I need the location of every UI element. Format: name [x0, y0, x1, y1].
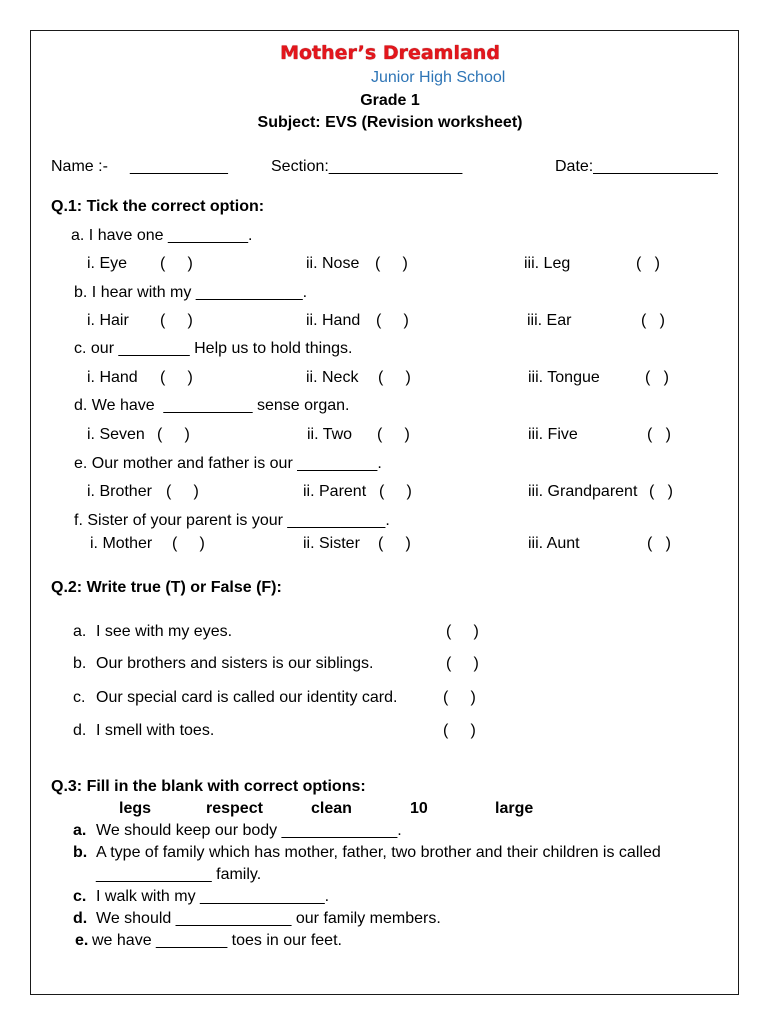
item-label: a. [73, 822, 87, 839]
item-text: I have one _________. [88, 227, 253, 244]
answer-box: ( ) [443, 722, 476, 739]
answer-box: ( ) [446, 655, 479, 672]
item-label: c. [73, 689, 86, 706]
answer-box: ( ) [446, 623, 479, 640]
q1-a-option-iii: iii. Leg [524, 255, 571, 272]
q1-c-option-ii: ii. Neck [306, 369, 359, 386]
q1-item-c-stem [74, 339, 352, 359]
q1-item-e-stem [74, 454, 382, 474]
word-bank-item: respect [206, 800, 263, 817]
answer-box: ( ) [377, 426, 410, 443]
question-2-heading: Q.2: Write true (T) or False (F): [51, 579, 282, 596]
item-label: e. [75, 932, 89, 949]
item-label: c. [74, 340, 87, 357]
item-text: Sister of your parent is your ___________. [87, 512, 390, 529]
q1-item-a-stem [71, 226, 253, 246]
q1-item-d-stem [74, 396, 349, 416]
q3-item-d-text: We should _____________ our family members. [96, 910, 441, 927]
grade-heading: Grade 1 [360, 92, 420, 109]
question-1-heading: Q.1: Tick the correct option: [51, 198, 265, 215]
q1-f-option-i: i. Mother [90, 535, 153, 552]
item-label: a. [73, 623, 87, 640]
item-text: our ________ Help us to hold things. [90, 340, 353, 357]
q1-f-option-ii: ii. Sister [303, 535, 360, 552]
q1-b-option-i: i. Hair [87, 312, 129, 329]
answer-box: ( ) [172, 535, 205, 552]
answer-box: ( ) [636, 255, 660, 272]
q3-item-e-text: we have ________ toes in our feet. [92, 932, 342, 949]
q1-f-option-iii: iii. Aunt [528, 535, 580, 552]
q1-item-b-stem [74, 283, 307, 303]
item-label: b. [74, 284, 88, 301]
answer-box: ( ) [166, 483, 199, 500]
section-field [271, 157, 462, 177]
q1-c-option-i: i. Hand [87, 369, 138, 386]
answer-box: ( ) [376, 312, 409, 329]
section-blank: _______________ [328, 158, 463, 175]
q1-item-f-stem [74, 511, 390, 531]
answer-box: ( ) [647, 426, 671, 443]
item-label: c. [73, 888, 87, 905]
answer-box: ( ) [378, 369, 411, 386]
item-label: b. [73, 655, 87, 672]
word-bank-item: legs [119, 800, 152, 817]
q2-item-b-text: Our brothers and sisters is our siblings. [96, 655, 374, 672]
item-text: We have __________ sense organ. [91, 397, 350, 414]
item-label: d. [73, 910, 88, 927]
school-subtitle: Junior High School [371, 69, 506, 86]
answer-box: ( ) [160, 369, 193, 386]
word-bank-item: clean [311, 800, 352, 817]
answer-box: ( ) [160, 312, 193, 329]
answer-box: ( ) [160, 255, 193, 272]
answer-box: ( ) [379, 483, 412, 500]
answer-box: ( ) [443, 689, 476, 706]
q2-item-d-text: I smell with toes. [96, 722, 215, 739]
q1-d-option-iii: iii. Five [528, 426, 578, 443]
answer-box: ( ) [375, 255, 408, 272]
item-text: I hear with my ____________. [91, 284, 308, 301]
item-label: d. [73, 722, 87, 739]
date-blank: ______________ [593, 158, 718, 175]
q2-item-c-text: Our special card is called our identity card. [96, 689, 398, 706]
q3-item-b-text: A type of family which has mother, father, two brother and their children is called [96, 844, 661, 861]
q1-a-option-i: i. Eye [87, 255, 128, 272]
q1-b-option-ii: ii. Hand [306, 312, 361, 329]
date-label: Date: [555, 158, 594, 175]
item-label: d. [74, 397, 88, 414]
item-label: a. [71, 227, 85, 244]
subject-heading: Subject: EVS (Revision worksheet) [257, 114, 523, 131]
name-label: Name :- [51, 158, 108, 175]
q2-item-a-text: I see with my eyes. [96, 623, 233, 640]
question-3-heading: Q.3: Fill in the blank with correct options: [51, 778, 366, 795]
school-name: Mother’s Dreamland [280, 42, 500, 64]
q1-b-option-iii: iii. Ear [527, 312, 572, 329]
item-label: f. [74, 512, 83, 529]
q3-item-b-continuation: _____________ family. [96, 866, 262, 883]
q3-item-a-text: We should keep our body _____________. [96, 822, 402, 839]
q1-a-option-ii: ii. Nose [306, 255, 360, 272]
item-label: b. [73, 844, 88, 861]
q1-d-option-ii: ii. Two [307, 426, 353, 443]
q1-d-option-i: i. Seven [87, 426, 145, 443]
answer-box: ( ) [157, 426, 190, 443]
name-blank: ___________ [130, 158, 228, 175]
answer-box: ( ) [641, 312, 665, 329]
q3-item-c-text: I walk with my ______________. [96, 888, 330, 905]
answer-box: ( ) [645, 369, 669, 386]
item-text: Our mother and father is our _________. [91, 455, 382, 472]
answer-box: ( ) [378, 535, 411, 552]
word-bank-item: 10 [410, 800, 428, 817]
q1-e-option-i: i. Brother [87, 483, 152, 500]
answer-box: ( ) [649, 483, 673, 500]
q1-c-option-iii: iii. Tongue [528, 369, 600, 386]
date-field [555, 157, 718, 177]
answer-box: ( ) [647, 535, 671, 552]
section-label: Section: [271, 158, 329, 175]
q1-e-option-ii: ii. Parent [303, 483, 367, 500]
word-bank-item: large [495, 800, 534, 817]
item-label: e. [74, 455, 88, 472]
q1-e-option-iii: iii. Grandparent [528, 483, 638, 500]
